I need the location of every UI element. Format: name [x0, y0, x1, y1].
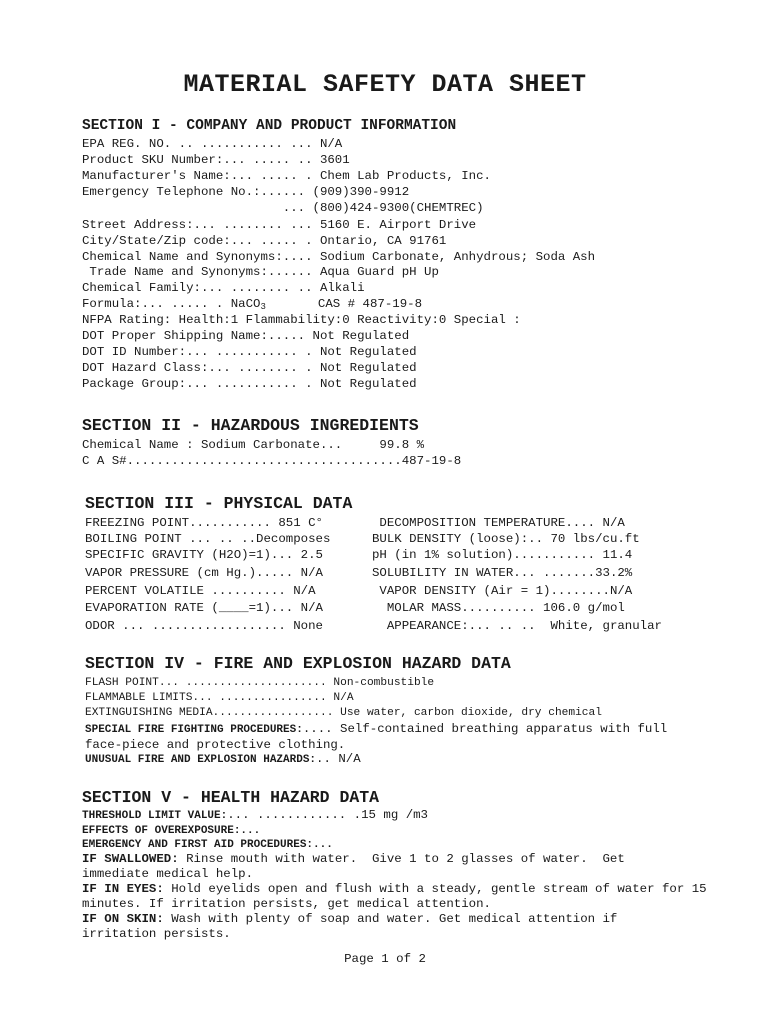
section-1-line: Street Address:... ........ ... 5160 E. Airport Drive: [82, 218, 477, 232]
skin-continued: irritation persists.: [82, 927, 231, 941]
section-4-line: FLAMMABLE LIMITS... ................ N/A: [85, 692, 354, 704]
physical-left-line: BOILING POINT ... .. ..Decomposes: [85, 532, 331, 546]
physical-left-line: ODOR ... .................. None: [85, 619, 323, 633]
physical-right-line: SOLUBILITY IN WATER... .......33.2%: [372, 566, 633, 580]
section-1-line: ... (800)424-9300(CHEMTREC): [82, 201, 484, 215]
section-1-line: Package Group:... ........... . Not Regulated: [82, 377, 417, 391]
eyes-line: [82, 882, 707, 897]
section-4-line: EXTINGUISHING MEDIA.................. Use water, carbon dioxide, dry chemical: [85, 707, 602, 719]
eyes-label: IF IN EYES:: [82, 882, 164, 896]
section-2-heading: SECTION II - HAZARDOUS INGREDIENTS: [82, 416, 419, 435]
unusual-hazards-label: UNUSUAL FIRE AND EXPLOSION HAZARDS:: [85, 754, 317, 766]
physical-left-line: SPECIFIC GRAVITY (H2O)=1)... 2.5: [85, 548, 323, 562]
section-1-line: Emergency Telephone No.:...... (909)390-9912: [82, 185, 410, 199]
section-1-line: DOT Proper Shipping Name:..... Not Regulated: [82, 329, 410, 343]
document-title: MATERIAL SAFETY DATA SHEET: [183, 70, 587, 99]
swallowed-continued: immediate medical help.: [82, 867, 254, 881]
skin-line: [82, 912, 617, 927]
eyes-text: Hold eyelids open and flush with a steady, gentle stream of water for 15: [163, 882, 707, 896]
section-1-line: Chemical Name and Synonyms:.... Sodium Carbonate, Anhydrous; Soda Ash: [82, 250, 596, 264]
unusual-hazards-line: [85, 752, 361, 768]
swallowed-line: [82, 852, 625, 867]
physical-right-line: MOLAR MASS.......... 106.0 g/mol: [372, 601, 625, 615]
section-1-line: Product SKU Number:... ..... .. 3601: [82, 153, 350, 167]
section-1-line: Chemical Family:... ........ .. Alkali: [82, 281, 365, 295]
page-number: Page 1 of 2: [344, 952, 426, 966]
section-1-line: DOT ID Number:... ........... . Not Regulated: [82, 345, 417, 359]
section-3-heading: SECTION III - PHYSICAL DATA: [85, 494, 353, 513]
physical-left-line: FREEZING POINT........... 851 C°: [85, 516, 323, 530]
physical-right-line: APPEARANCE:... .. .. White, granular: [372, 619, 662, 633]
section-4-line: FLASH POINT... ..................... Non-combustible: [85, 677, 435, 689]
section-1-line: DOT Hazard Class:... ........ . Not Regulated: [82, 361, 417, 375]
special-procedures-text: .... Self-contained breathing apparatus with full: [302, 722, 668, 736]
formula-cas: CAS # 487-19-8: [265, 297, 423, 311]
physical-right-line: pH (in 1% solution)........... 11.4: [372, 548, 633, 562]
formula-text: Formula:... ..... . NaCO: [82, 297, 261, 311]
physical-left-line: EVAPORATION RATE (____=1)... N/A: [85, 601, 323, 615]
formula-subscript: 3: [260, 302, 266, 312]
special-procedures-line: [85, 722, 667, 738]
swallowed-label: IF SWALLOWED:: [82, 852, 179, 866]
swallowed-text: Rinse mouth with water. Give 1 to 2 glasses of water. Get: [178, 852, 625, 866]
section-1-line: EPA REG. NO. .. ........... ... N/A: [82, 137, 343, 151]
effects-label: EFFECTS OF OVEREXPOSURE:...: [82, 825, 261, 837]
special-procedures-label: SPECIAL FIRE FIGHTING PROCEDURES:: [85, 724, 303, 736]
section-2-line: C A S#.....................................487-19-8: [82, 454, 462, 468]
tlv-line: [82, 808, 428, 824]
unusual-hazards-text: .. N/A: [316, 752, 361, 766]
tlv-text: ... ............ .15 mg /m3: [227, 808, 428, 822]
physical-right-line: BULK DENSITY (loose):.. 70 lbs/cu.ft: [372, 532, 640, 546]
physical-right-line: VAPOR DENSITY (Air = 1)........N/A: [372, 584, 633, 598]
skin-text: Wash with plenty of soap and water. Get medical attention if: [163, 912, 618, 926]
section-1-line: Manufacturer's Name:... ..... . Chem Lab Products, Inc.: [82, 169, 491, 183]
physical-right-line: DECOMPOSITION TEMPERATURE.... N/A: [372, 516, 625, 530]
section-2-line: Chemical Name : Sodium Carbonate... 99.8 %: [82, 438, 425, 452]
section-1-line: City/State/Zip code:... ..... . Ontario, CA 91761: [82, 234, 447, 248]
section-4-heading: SECTION IV - FIRE AND EXPLOSION HAZARD DATA: [85, 654, 511, 673]
tlv-label: THRESHOLD LIMIT VALUE:: [82, 810, 228, 822]
section-1-heading: SECTION I - COMPANY AND PRODUCT INFORMATION: [82, 118, 457, 134]
skin-label: IF ON SKIN:: [82, 912, 164, 926]
emergency-label: EMERGENCY AND FIRST AID PROCEDURES:...: [82, 839, 333, 851]
emergency-line: [82, 837, 333, 853]
section-5-heading: SECTION V - HEALTH HAZARD DATA: [82, 788, 380, 807]
physical-left-line: VAPOR PRESSURE (cm Hg.)..... N/A: [85, 566, 323, 580]
physical-left-line: PERCENT VOLATILE .......... N/A: [85, 584, 316, 598]
eyes-continued: minutes. If irritation persists, get medical attention.: [82, 897, 491, 911]
section-1-line: NFPA Rating: Health:1 Flammability:0 Reactivity:0 Special :: [82, 313, 521, 327]
section-1-line: Trade Name and Synonyms:...... Aqua Guard pH Up: [82, 265, 439, 279]
special-procedures-continued: face-piece and protective clothing.: [85, 738, 346, 752]
